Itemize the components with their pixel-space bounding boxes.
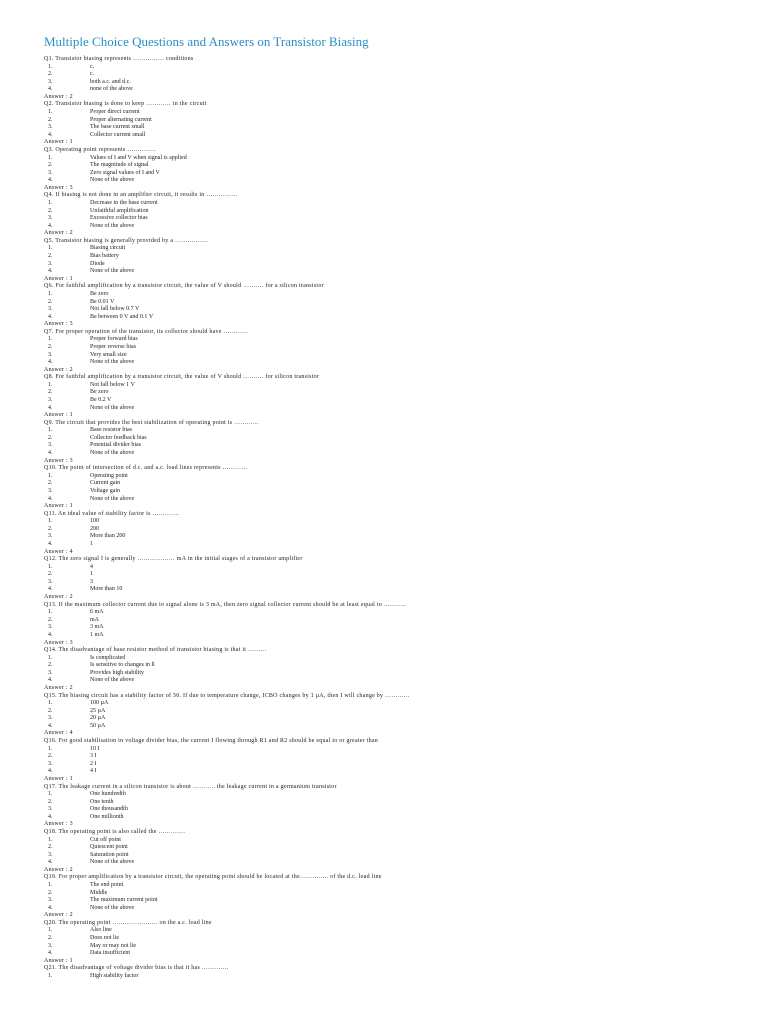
- option-number: 1.: [48, 199, 53, 206]
- option-number: 4.: [48, 631, 53, 638]
- answer-line: Answer : 1: [44, 139, 73, 146]
- option-item: [44, 806, 744, 814]
- option-number: 1.: [48, 927, 53, 934]
- question-text: Q8. For faithful amplification by a transistor circuit, the value of V should ………. for silicon transistor: [44, 374, 320, 381]
- option-text: Also line: [90, 927, 112, 934]
- option-number: 4.: [48, 586, 53, 593]
- answer-line: Answer : 2: [44, 866, 73, 873]
- option-text: One hundredth: [90, 791, 126, 798]
- option-item: [44, 427, 744, 435]
- option-text: None of the above: [90, 359, 135, 366]
- question-text: Q12. The zero signal I is generally ……………… mA in the initial stages of a transistor amplifier: [44, 556, 303, 563]
- option-item: [44, 473, 744, 481]
- option-number: 1.: [48, 518, 53, 525]
- option-item: [44, 586, 744, 594]
- option-text: Collector current small: [90, 131, 146, 138]
- option-text: Bias battery: [90, 253, 119, 260]
- question-text: Q19. For proper amplification by a transistor circuit, the operating point should be located at the………….. of the d.c. load line: [44, 874, 382, 881]
- answer-line: Answer : 1: [44, 275, 73, 282]
- option-text: One millionth: [90, 813, 124, 820]
- option-text: High stability factor: [90, 972, 139, 979]
- option-item: [44, 480, 744, 488]
- option-item: [44, 670, 744, 678]
- option-item: [44, 109, 744, 117]
- option-number: 2.: [48, 207, 53, 214]
- option-item: [44, 488, 744, 496]
- option-text: None of the above: [90, 904, 135, 911]
- question-text: Q17. The leakage current in a silicon transistor is about ……….. the leakage current in a germanium transistor: [44, 783, 337, 790]
- option-text: c.: [90, 63, 95, 70]
- option-text: Provides high stability: [90, 669, 144, 676]
- option-text: None of the above: [90, 177, 135, 184]
- option-item: [44, 761, 744, 769]
- option-number: 3.: [48, 397, 53, 404]
- option-number: 1.: [48, 745, 53, 752]
- option-item: [44, 859, 744, 867]
- option-text: Quiescent point: [90, 844, 128, 851]
- option-number: 4.: [48, 268, 53, 275]
- option-text: Cut off point: [90, 836, 121, 843]
- document-title: Multiple Choice Questions and Answers on Transistor Biasing: [44, 34, 369, 49]
- option-item: [44, 950, 744, 958]
- option-item: [44, 442, 744, 450]
- option-text: Is sensitive to changes in ß: [90, 662, 155, 669]
- question-text: Q20. The operating point …………………. on the a.c. load line: [44, 919, 212, 926]
- option-text: Values of I and V when signal is applied: [90, 154, 187, 161]
- option-item: [44, 897, 744, 905]
- option-item: [44, 746, 744, 754]
- option-text: Not fall below 1 V: [90, 381, 135, 388]
- option-number: 2.: [48, 707, 53, 714]
- option-text: None of the above: [90, 450, 135, 457]
- option-item: [44, 723, 744, 731]
- option-number: 4.: [48, 404, 53, 411]
- option-number: 3.: [48, 169, 53, 176]
- option-item: [44, 261, 744, 269]
- question-text: Q18. The operating point is also called the ………….: [44, 828, 186, 835]
- option-text: 20 µA: [90, 715, 106, 722]
- option-item: [44, 768, 744, 776]
- option-item: [44, 306, 744, 314]
- answer-line: Answer : 2: [44, 366, 73, 373]
- option-text: Be zero: [90, 290, 109, 297]
- option-text: Decrease in the base current: [90, 199, 158, 206]
- option-text: 3 I: [90, 753, 97, 760]
- option-number: 3.: [48, 306, 53, 313]
- question-text: Q7. For proper operation of the transistor, its collector should have …………: [44, 328, 249, 335]
- answer-line: Answer : 1: [44, 503, 73, 510]
- answer-line: Answer : 1: [44, 775, 73, 782]
- option-item: [44, 177, 744, 185]
- option-item: [44, 253, 744, 261]
- option-item: [44, 124, 744, 132]
- option-text: Data insufficient: [90, 950, 131, 957]
- option-number: 3.: [48, 487, 53, 494]
- option-item: [44, 837, 744, 845]
- option-text: c.: [90, 71, 95, 78]
- option-item: [44, 700, 744, 708]
- option-item: [44, 814, 744, 822]
- option-number: 3.: [48, 806, 53, 813]
- option-number: 1.: [48, 381, 53, 388]
- option-number: 4.: [48, 131, 53, 138]
- option-text: 2 I: [90, 760, 97, 767]
- answer-line: Answer : 2: [44, 93, 73, 100]
- option-number: 3.: [48, 715, 53, 722]
- option-number: 4.: [48, 677, 53, 684]
- option-number: 1.: [48, 882, 53, 889]
- option-number: 3.: [48, 851, 53, 858]
- option-number: 4.: [48, 541, 53, 547]
- option-item: [44, 359, 744, 367]
- option-number: 3.: [48, 124, 53, 131]
- option-number: 2.: [48, 571, 53, 578]
- option-item: [44, 799, 744, 807]
- option-number: 2.: [48, 616, 53, 623]
- option-text: Be between 0 V and 0.1 V: [90, 313, 154, 320]
- option-item: [44, 609, 744, 617]
- option-item: [44, 927, 744, 935]
- option-number: 2.: [48, 162, 53, 169]
- option-item: [44, 352, 744, 360]
- option-number: 4.: [48, 950, 53, 957]
- option-item: [44, 314, 744, 322]
- option-item: [44, 132, 744, 140]
- option-number: 2.: [48, 525, 53, 532]
- option-item: [44, 64, 744, 72]
- option-item: [44, 844, 744, 852]
- question-text: Q4. If biasing is not done in an amplifier circuit, it results in ……………: [44, 192, 238, 199]
- option-text: 3 mA: [90, 624, 104, 631]
- option-text: 1: [90, 541, 93, 547]
- option-text: Does not lie: [90, 935, 119, 942]
- option-text: Be 0.2 V: [90, 397, 112, 404]
- option-number: 1.: [48, 109, 53, 116]
- option-text: More than 200: [90, 533, 126, 540]
- option-number: 2.: [48, 434, 53, 441]
- option-number: 1.: [48, 791, 53, 798]
- option-item: [44, 579, 744, 587]
- question-text: Q21. The disadvantage of voltage divider bias is that it has ………….: [44, 965, 229, 972]
- option-item: [44, 632, 744, 640]
- option-item: [44, 935, 744, 943]
- option-item: [44, 518, 744, 526]
- option-text: Not fall below 0.7 V: [90, 306, 140, 313]
- option-text: None of the above: [90, 404, 135, 411]
- option-text: Zero signal values of I and V: [90, 169, 160, 176]
- option-number: 4.: [48, 495, 53, 502]
- option-number: 4.: [48, 313, 53, 320]
- option-number: 1.: [48, 472, 53, 479]
- option-text: 4 I: [90, 768, 97, 775]
- option-item: [44, 882, 744, 890]
- option-item: [44, 117, 744, 125]
- option-text: Is complicated: [90, 654, 126, 661]
- option-item: [44, 571, 744, 579]
- option-number: 2.: [48, 935, 53, 942]
- option-text: None of the above: [90, 495, 135, 502]
- option-number: 3.: [48, 578, 53, 585]
- option-text: Proper direct current: [90, 109, 140, 116]
- option-number: 4.: [48, 177, 53, 184]
- question-text: Q11. An ideal value of stability factor is ………….: [44, 510, 180, 517]
- option-text: both a.c. and d.c.: [90, 78, 131, 85]
- option-number: 3.: [48, 442, 53, 449]
- answer-line: Answer : 3: [44, 639, 73, 646]
- option-number: 1.: [48, 336, 53, 343]
- option-text: 100 µA: [90, 700, 109, 707]
- answer-line: Answer : 3: [44, 821, 73, 828]
- option-number: 2.: [48, 889, 53, 896]
- option-text: More than 10: [90, 586, 123, 593]
- option-text: Current gain: [90, 480, 121, 487]
- option-text: 3: [90, 578, 93, 585]
- option-number: 4.: [48, 359, 53, 366]
- option-item: [44, 245, 744, 253]
- option-number: 2.: [48, 71, 53, 78]
- option-text: One thousandth: [90, 806, 128, 813]
- option-item: [44, 541, 744, 549]
- option-number: 3.: [48, 260, 53, 267]
- answer-line: Answer : 2: [44, 230, 73, 237]
- option-item: [44, 526, 744, 534]
- option-number: 4.: [48, 859, 53, 866]
- option-item: [44, 162, 744, 170]
- option-number: 4.: [48, 86, 53, 93]
- option-text: Diode: [90, 260, 105, 267]
- option-text: Be zero: [90, 389, 109, 396]
- option-item: [44, 405, 744, 413]
- option-text: 1 mA: [90, 631, 104, 638]
- question-text: Q5. Transistor biasing is generally provided by a …………….: [44, 237, 208, 244]
- option-number: 1.: [48, 563, 53, 570]
- option-number: 3.: [48, 78, 53, 85]
- option-item: [44, 71, 744, 79]
- option-text: Unfaithful amplification: [90, 207, 149, 214]
- option-number: 3.: [48, 351, 53, 358]
- answer-line: Answer : 1: [44, 412, 73, 419]
- option-number: 3.: [48, 533, 53, 540]
- question-text: Q9. The circuit that provides the best stabilization of operating point is …………: [44, 419, 260, 426]
- option-item: [44, 268, 744, 276]
- option-item: [44, 344, 744, 352]
- option-text: none of the above: [90, 86, 133, 93]
- option-number: 1.: [48, 700, 53, 707]
- option-number: 2.: [48, 753, 53, 760]
- option-item: [44, 890, 744, 898]
- option-item: [44, 496, 744, 504]
- option-number: 4.: [48, 768, 53, 775]
- option-number: 3.: [48, 624, 53, 631]
- answer-line: Answer : 2: [44, 684, 73, 691]
- option-text: Very small size: [90, 351, 127, 358]
- option-number: 4.: [48, 450, 53, 457]
- option-item: [44, 389, 744, 397]
- option-text: 10 I: [90, 745, 100, 752]
- option-text: The magnitude of signal: [90, 162, 149, 169]
- option-item: [44, 435, 744, 443]
- option-item: [44, 564, 744, 572]
- option-item: [44, 86, 744, 94]
- question-text: Q1. Transistor biasing represents …………… conditions: [44, 56, 194, 62]
- option-item: [44, 450, 744, 458]
- option-number: 3.: [48, 215, 53, 222]
- option-text: Biasing circuit: [90, 245, 126, 252]
- question-text: Q15. The biasing circuit has a stability factor of 50. If due to temperature change, ICBO changes by 1 µA, then I will change by …………: [44, 692, 411, 699]
- option-text: mA: [90, 616, 99, 623]
- answer-line: Answer : 2: [44, 912, 73, 919]
- option-item: [44, 170, 744, 178]
- option-text: None of the above: [90, 268, 135, 275]
- option-number: 1.: [48, 427, 53, 434]
- option-number: 1.: [48, 290, 53, 297]
- option-text: Base resistor bias: [90, 427, 132, 434]
- option-item: [44, 852, 744, 860]
- option-text: One tenth: [90, 798, 114, 805]
- option-text: Middle: [90, 889, 108, 896]
- answer-line: Answer : 3: [44, 184, 73, 191]
- option-number: 2.: [48, 389, 53, 396]
- question-text: Q2. Transistor biasing is done to keep ………… in the circuit: [44, 101, 207, 108]
- option-text: 200: [90, 525, 99, 532]
- option-text: May or may not lie: [90, 942, 136, 949]
- option-text: The end point: [90, 882, 124, 889]
- option-item: [44, 299, 744, 307]
- answer-line: Answer : 4: [44, 730, 73, 737]
- option-number: 2.: [48, 253, 53, 260]
- option-item: [44, 905, 744, 913]
- option-number: 1.: [48, 609, 53, 616]
- option-item: [44, 215, 744, 223]
- option-text: None of the above: [90, 859, 135, 866]
- option-number: 1.: [48, 154, 53, 161]
- question-text: Q10. The point of intersection of d.c. and a.c. load lines represents …………: [44, 465, 248, 472]
- option-item: [44, 753, 744, 761]
- option-item: [44, 791, 744, 799]
- option-item: [44, 208, 744, 216]
- option-number: 2.: [48, 662, 53, 669]
- option-number: 2.: [48, 844, 53, 851]
- option-text: 25 µA: [90, 707, 106, 714]
- option-number: 3.: [48, 897, 53, 904]
- option-number: 2.: [48, 343, 53, 350]
- option-text: 100: [90, 518, 99, 525]
- option-item: [44, 533, 744, 541]
- option-number: 2.: [48, 298, 53, 305]
- option-item: [44, 223, 744, 231]
- option-number: 2.: [48, 480, 53, 487]
- option-item: [44, 79, 744, 87]
- option-item: [44, 715, 744, 723]
- option-number: 1.: [48, 654, 53, 661]
- option-text: Proper reverse bias: [90, 343, 136, 350]
- option-item: [44, 155, 744, 163]
- option-item: [44, 291, 744, 299]
- option-item: [44, 708, 744, 716]
- option-text: 6 mA: [90, 609, 104, 616]
- option-number: 4.: [48, 722, 53, 729]
- answer-line: Answer : 4: [44, 548, 73, 555]
- question-text: Q14. The disadvantage of base resistor method of transistor biasing is that it ………: [44, 647, 267, 654]
- option-text: Be 0.01 V: [90, 298, 115, 305]
- option-item: [44, 973, 744, 981]
- option-item: [44, 943, 744, 951]
- question-text: Q6. For faithful amplification by a transistor circuit, the value of V should ………. for a silicon transistor: [44, 283, 324, 290]
- option-text: Saturation point: [90, 851, 129, 858]
- answer-line: Answer : 1: [44, 957, 73, 964]
- option-text: Potential divider bias: [90, 442, 141, 449]
- option-number: 3.: [48, 760, 53, 767]
- option-number: 1.: [48, 972, 53, 979]
- option-number: 4.: [48, 222, 53, 229]
- option-number: 4.: [48, 813, 53, 820]
- option-number: 1.: [48, 836, 53, 843]
- option-number: 4.: [48, 904, 53, 911]
- option-item: [44, 677, 744, 685]
- option-item: [44, 200, 744, 208]
- question-text: Q13. If the maximum collector current due to signal alone is 3 mA, then zero signal collector current should be at least equal to ………..: [44, 601, 406, 608]
- option-text: 50 µA: [90, 722, 106, 729]
- answer-line: Answer : 2: [44, 594, 73, 601]
- option-text: None of the above: [90, 677, 135, 684]
- option-text: Proper alternating current: [90, 116, 152, 123]
- option-text: The maximum current point: [90, 897, 158, 904]
- option-number: 1.: [48, 245, 53, 252]
- option-number: 3.: [48, 942, 53, 949]
- option-item: [44, 397, 744, 405]
- option-text: Voltage gain: [90, 487, 121, 494]
- option-number: 2.: [48, 798, 53, 805]
- option-text: The base current small: [90, 124, 145, 131]
- mcq-list: [44, 56, 744, 981]
- option-item: [44, 624, 744, 632]
- option-number: 1.: [48, 63, 53, 70]
- option-text: Collector feedback bias: [90, 434, 147, 441]
- answer-line: Answer : 3: [44, 321, 73, 328]
- question-text: Q3. Operating point represents …………..: [44, 146, 156, 153]
- option-text: Operating point: [90, 472, 128, 479]
- option-text: Proper forward bias: [90, 336, 138, 343]
- option-item: [44, 662, 744, 670]
- option-number: 3.: [48, 669, 53, 676]
- option-text: None of the above: [90, 222, 135, 229]
- option-text: 1: [90, 571, 93, 578]
- question-text: Q16. For good stabilisation in voltage divider bias, the current I flowing through R1 and R2 should be equal to or greater than: [44, 738, 379, 745]
- option-item: [44, 617, 744, 625]
- option-item: [44, 382, 744, 390]
- option-item: [44, 336, 744, 344]
- option-text: 4: [90, 563, 93, 570]
- option-text: Excessive collector bias: [90, 215, 148, 222]
- option-number: 2.: [48, 116, 53, 123]
- answer-line: Answer : 3: [44, 457, 73, 464]
